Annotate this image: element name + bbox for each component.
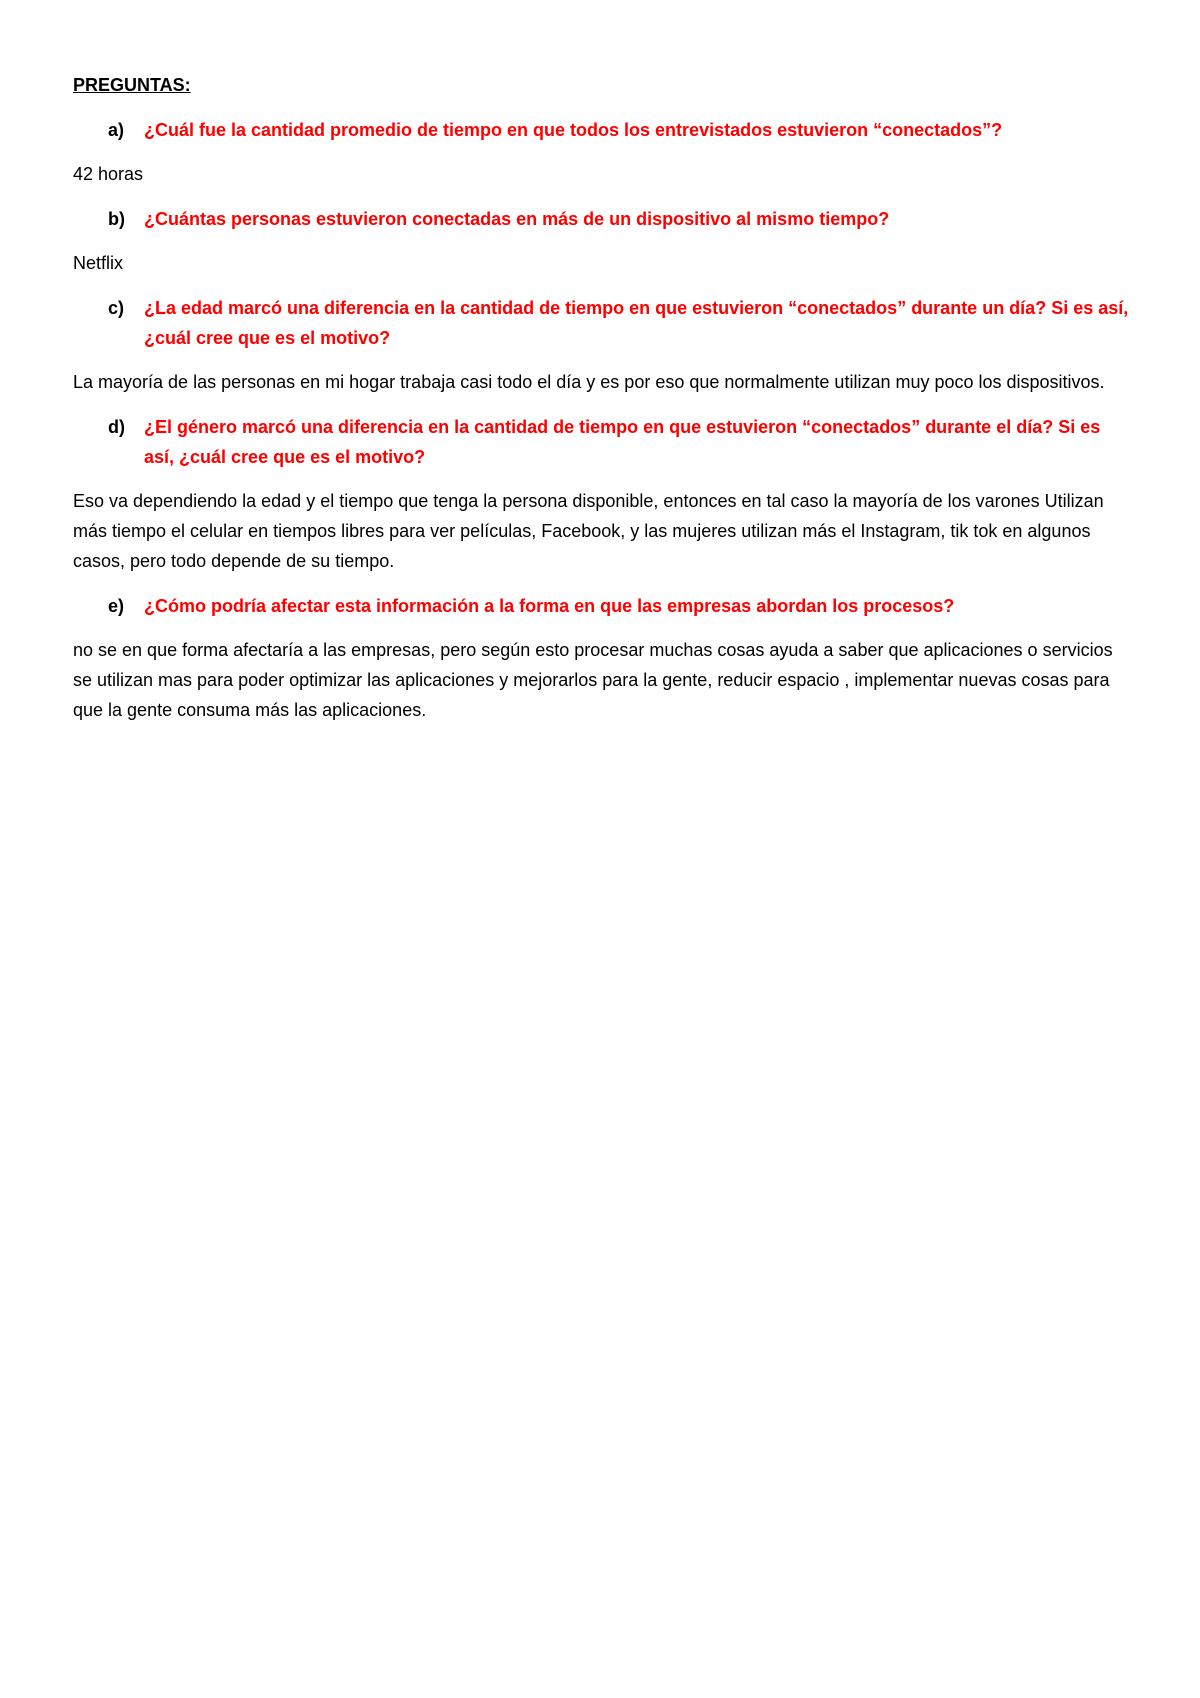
question-e [73,591,1133,621]
answer-c: La mayoría de las personas en mi hogar trabaja casi todo el día y es por eso que normalmente utilizan muy poco los dispositivos. [73,372,1105,392]
question-d [73,412,1133,472]
question-text: ¿Cuál fue la cantidad promedio de tiempo en que todos los entrevistados estuvieron “conectados”? [144,120,1003,140]
question-marker: c) [108,298,125,318]
page-heading: PREGUNTAS: [73,75,191,95]
question-a [73,115,1133,145]
question-text: ¿La edad marcó una diferencia en la cantidad de tiempo en que estuvieron “conectados” durante un día? Si es así, ¿cuál cree que es el motivo? [144,298,1129,348]
answer-b: Netflix [73,253,124,273]
question-marker: a) [108,120,125,140]
document-page [73,70,1133,740]
question-c [73,293,1133,353]
question-text: ¿Cómo podría afectar esta información a la forma en que las empresas abordan los procesos? [144,596,955,616]
answer-a: 42 horas [73,164,144,184]
question-marker: b) [108,209,125,229]
question-marker: d) [108,417,125,437]
question-marker: e) [108,596,125,616]
answer-e: no se en que forma afectaría a las empresas, pero según esto procesar muchas cosas ayuda a saber que aplicaciones o servicios se utilizan mas para poder optimizar las aplicaciones y mejorarlos para la gente, reducir espacio , implementar nuevas cosas para que la gente consuma más las aplicaciones. [73,640,1113,720]
question-text: ¿Cuántas personas estuvieron conectadas en más de un dispositivo al mismo tiempo? [144,209,890,229]
question-text: ¿El género marcó una diferencia en la cantidad de tiempo en que estuvieron “conectados” durante el día? Si es así, ¿cuál cree que es el motivo? [144,417,1101,467]
question-b [73,204,1133,234]
answer-d: Eso va dependiendo la edad y el tiempo que tenga la persona disponible, entonces en tal caso la mayoría de los varones Utilizan más tiempo el celular en tiempos libres para ver películas, Facebook, y las mujeres utilizan más el Instagram, tik tok en algunos casos, pero todo depende de su tiempo. [73,491,1104,571]
